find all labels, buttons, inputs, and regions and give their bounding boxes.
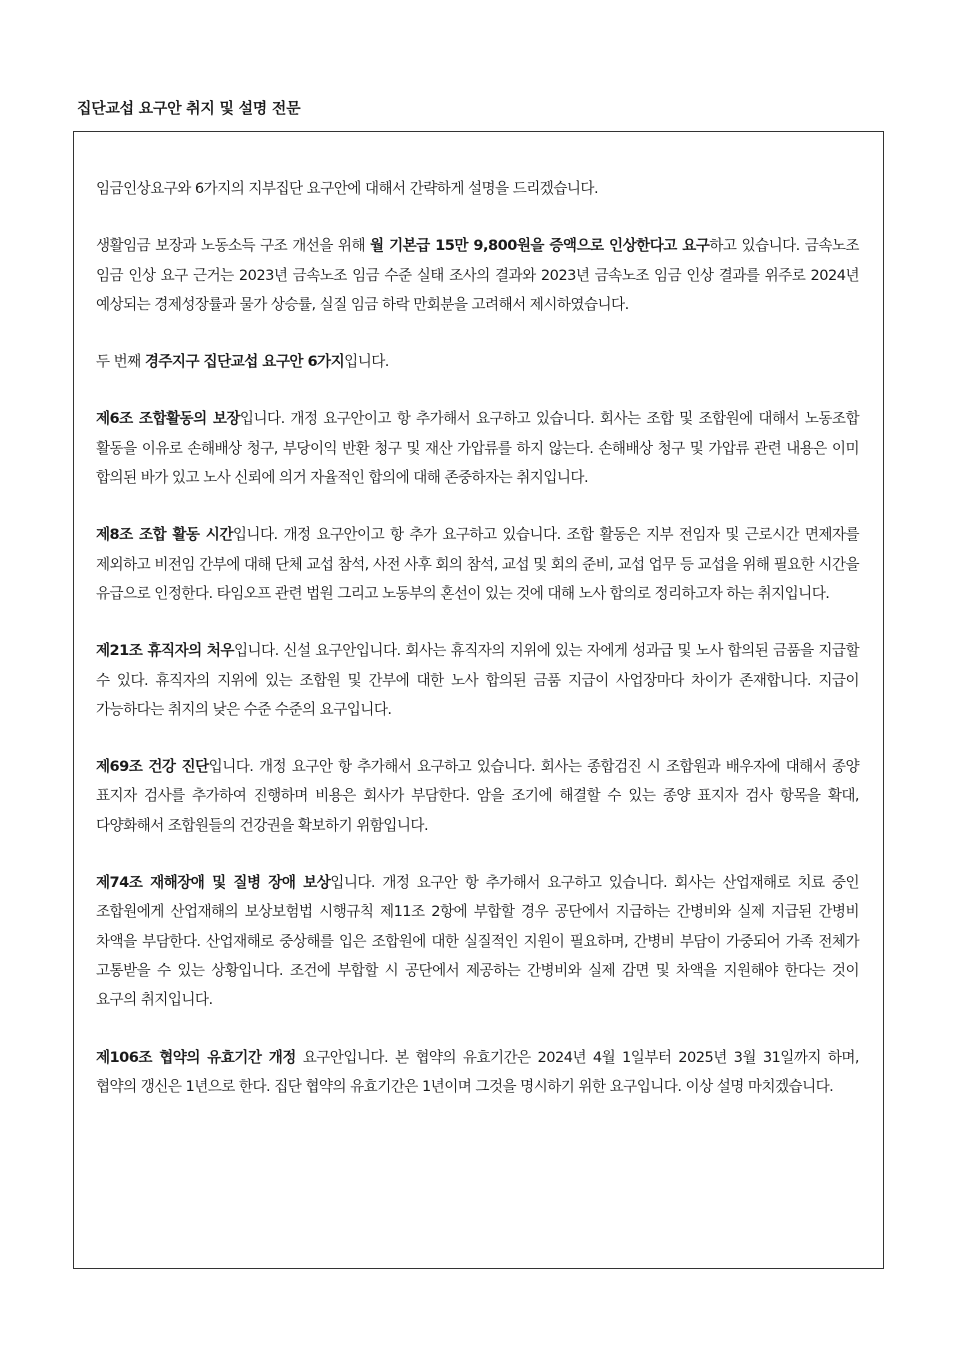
paragraph-wage-demand: 생활임금 보장과 노동소득 구조 개선을 위해 월 기본급 15만 9,800원을 증액으로 인상한다고 요구하고 있습니다. 금속노조 임금 인상 요구 근거는 2023년 금속노조 임금 수준 실태 조사의 결과와 2023년 금속노조 임금 인상 결과를 위주로 2024년 예상되는 경제성장률과 물가 상승률, 실질 임금 하락 만회분을 고려해서 제시하였습니다. bbox=[96, 237, 859, 313]
paragraph-six-demands: 두 번째 경주지구 집단교섭 요구안 6가지입니다. bbox=[96, 353, 389, 371]
paragraph-article-6: 제6조 조합활동의 보장입니다. 개정 요구안이고 항 추가해서 요구하고 있습니다. 회사는 조합 및 조합원에 대해서 노동조합 활동을 이유로 손해배상 청구, 부당이익 반환 청구 및 재산 가압류를 하지 않는다. 손해배상 청구 및 가압류 관련 내용은 이미 합의된 바가 있고 노사 신뢰에 의거 자율적인 합의에 대해 존중하자는 취지입니다. bbox=[96, 410, 859, 487]
document-title: 집단교섭 요구안 취지 및 설명 전문 bbox=[77, 99, 301, 117]
paragraph-article-8: 제8조 조합 활동 시간입니다. 개정 요구안이고 항 추가 요구하고 있습니다. 조합 활동은 지부 전임자 및 근로시간 면제자를 제외하고 비전임 간부에 대해 단체 교섭 참석, 사전 사후 회의 참석, 교섭 및 회의 준비, 교섭 업무 등 교섭을 위해 필요한 시간을 유급으로 인정한다. 타임오프 관련 법원 그리고 노동부의 혼선이 있는 것에 대해 노사 합의로 정리하고자 하는 취지입니다. bbox=[96, 526, 860, 602]
paragraph-article-21: 제21조 휴직자의 처우입니다. 신설 요구안입니다. 회사는 휴직자의 지위에 있는 자에게 성과급 및 노사 합의된 금품을 지급할 수 있다. 휴직자의 지위에 있는 조합원 및 간부에 대한 노사 합의된 금품 지급이 사업장마다 차이가 존재합니다. 지급이 가능하다는 취지의 낮은 수준 수준의 요구입니다. bbox=[96, 642, 860, 718]
document-content-box bbox=[73, 131, 884, 1269]
paragraph-article-74: 제74조 재해장애 및 질병 장애 보상입니다. 개정 요구안 항 추가해서 요구하고 있습니다. 회사는 산업재해로 치료 중인 조합원에게 산업재해의 보상보험법 시행규칙 제11조 2항에 부합할 경우 공단에서 지급하는 간병비와 실제 지급된 간병비 차액을 부담한다. 산업재해로 중상해를 입은 조합원에 대한 실질적인 지원이 필요하며, 간병비 부담이 가중되어 가족 전체가 고통받을 수 있는 상황입니다. 조건에 부합할 시 공단에서 제공하는 간병비와 실제 감면 및 차액을 지원해야 한다는 것이 요구의 취지입니다. bbox=[96, 874, 860, 1009]
paragraph-intro: 임금인상요구와 6가지의 지부집단 요구안에 대해서 간략하게 설명을 드리겠습니다. bbox=[96, 180, 599, 197]
paragraph-article-106: 제106조 협약의 유효기간 개정 요구안입니다. 본 협약의 유효기간은 2024년 4월 1일부터 2025년 3월 31일까지 하며, 협약의 갱신은 1년으로 한다. 집단 협약의 유효기간은 1년이며 그것을 명시하기 위한 요구입니다. 이상 설명 마치겠습니다. bbox=[96, 1048, 860, 1095]
paragraph-article-69: 제69조 건강 진단입니다. 개정 요구안 항 추가해서 요구하고 있습니다. 회사는 종합검진 시 조합원과 배우자에 대해서 종양 표지자 검사를 추가하여 진행하며 비용은 회사가 부담한다. 암을 조기에 해결할 수 있는 종양 표지자 검사 항목을 확대, 다양화해서 조합원들의 건강권을 확보하기 위함입니다. bbox=[96, 758, 859, 834]
